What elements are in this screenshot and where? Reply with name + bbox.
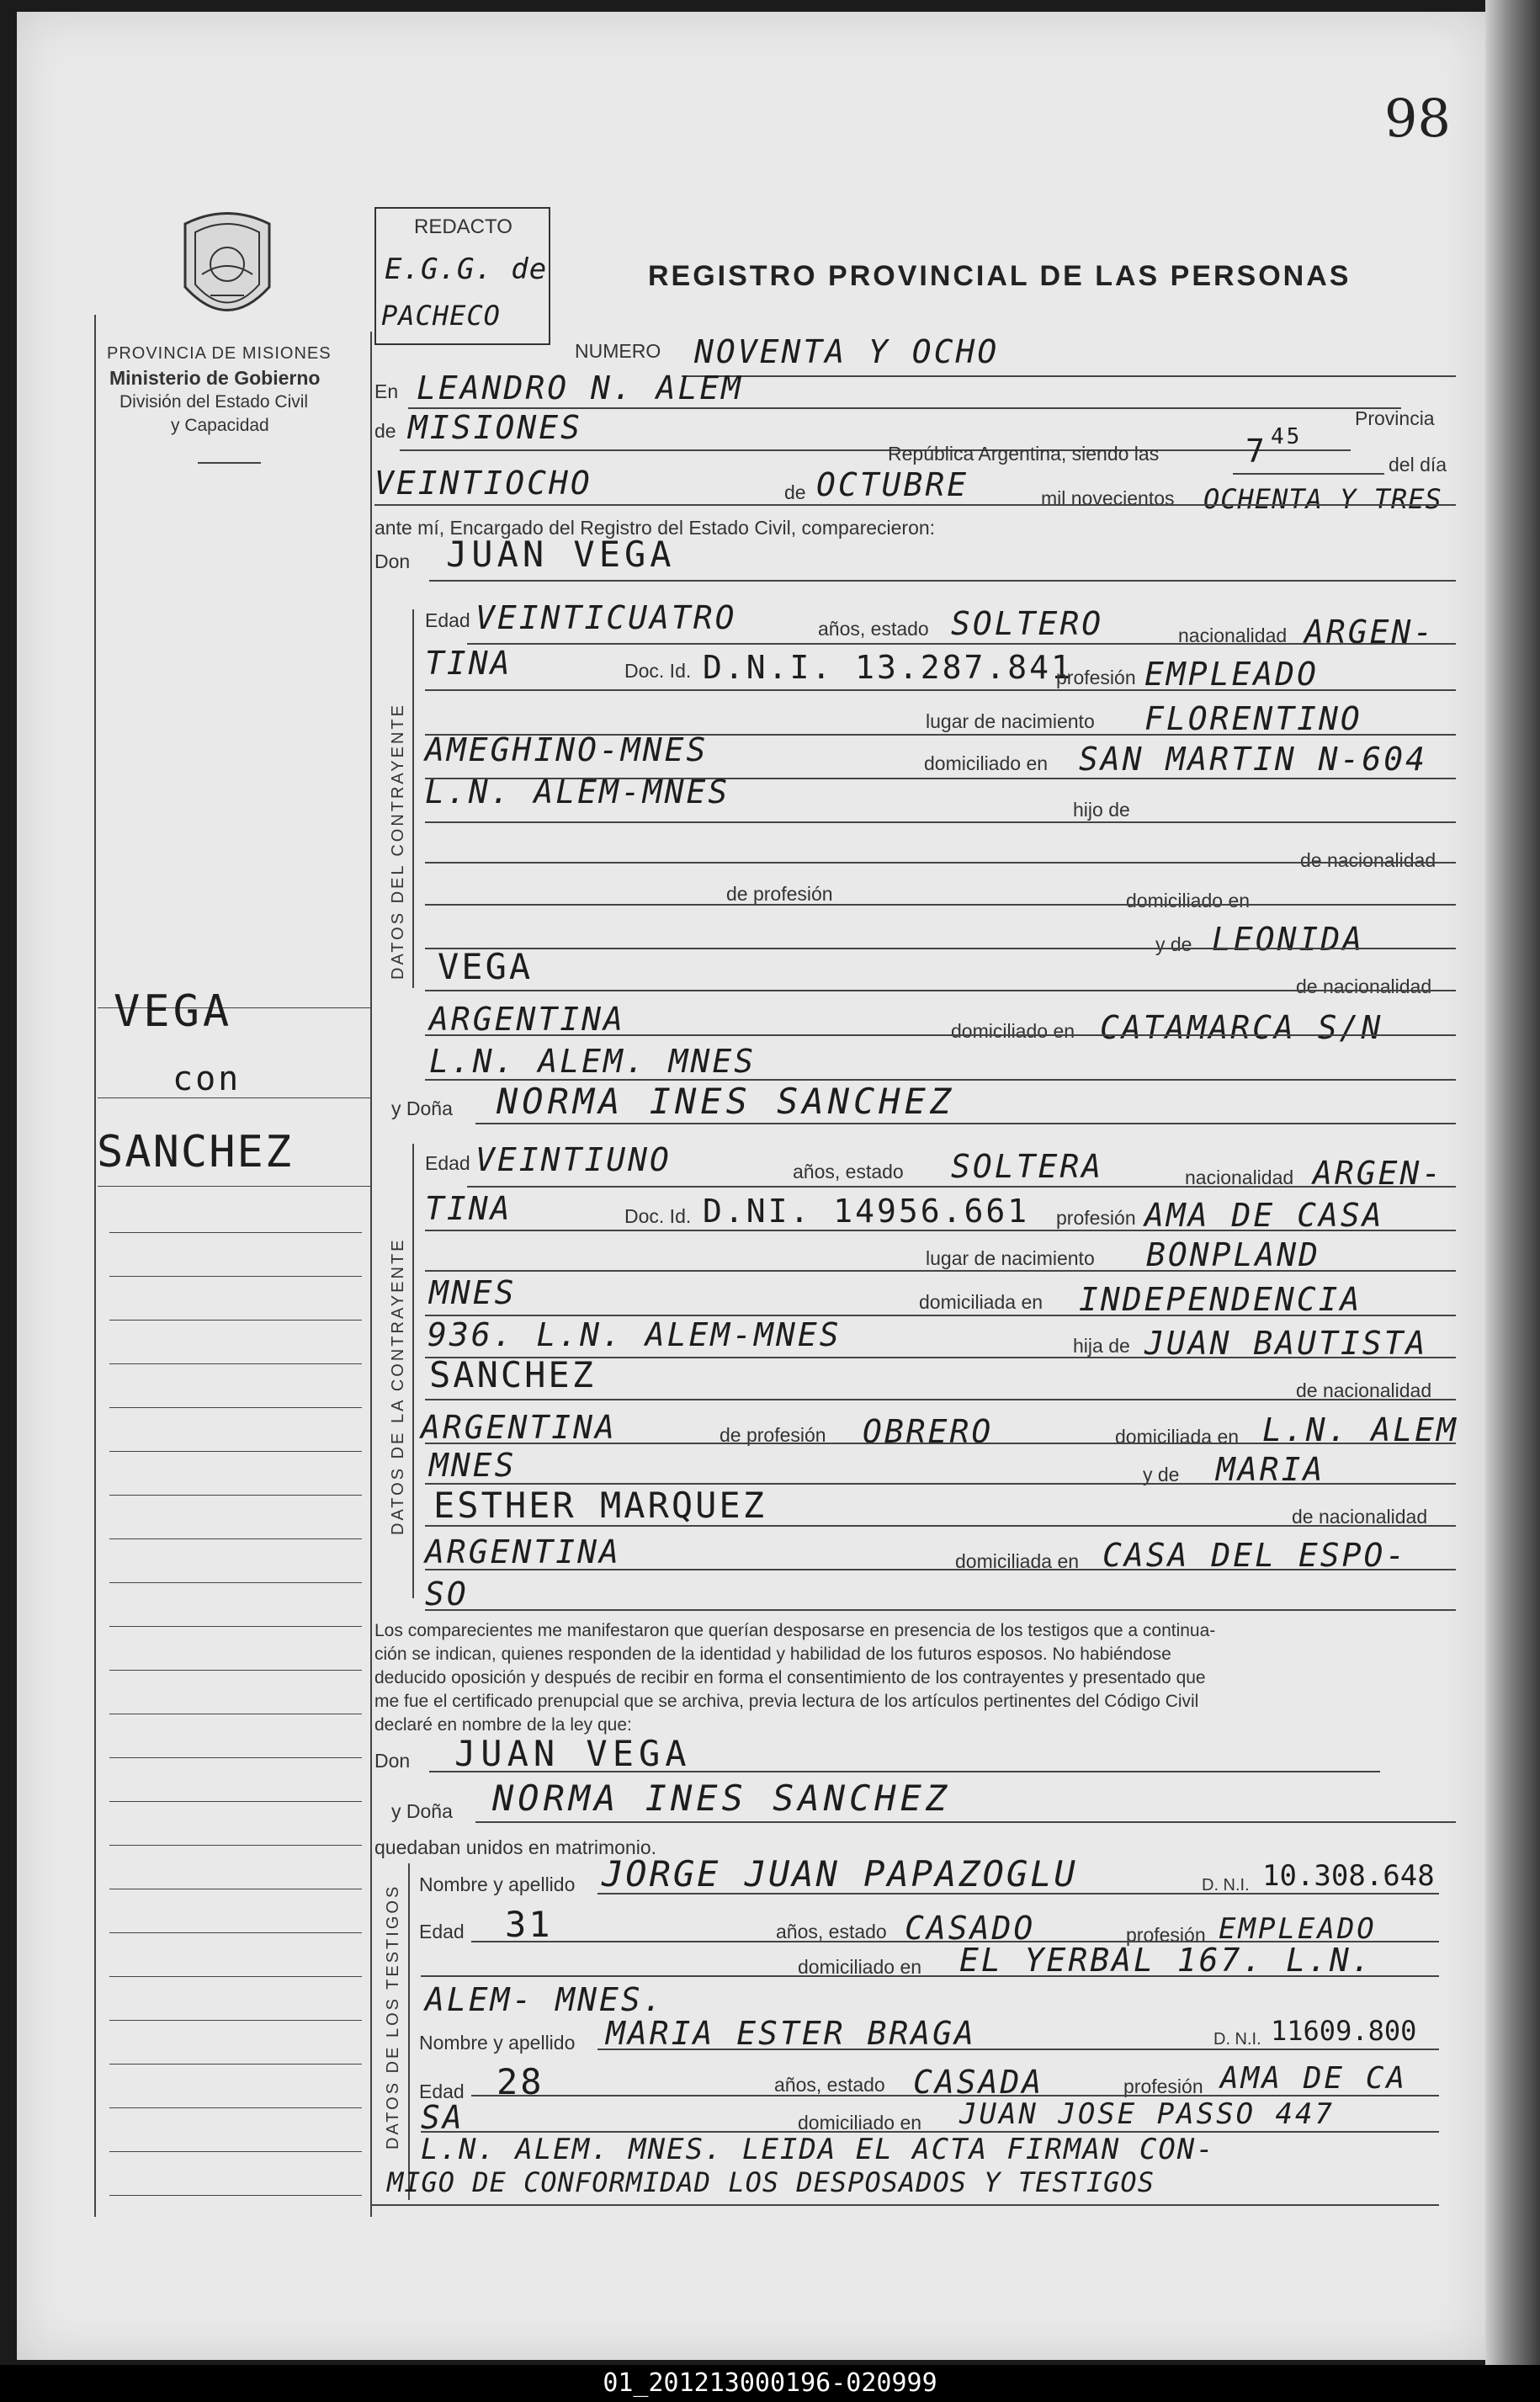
bride-mother-address-2: SO (425, 1576, 469, 1613)
bride-estado-label: años, estado (793, 1161, 904, 1182)
act-don: JUAN VEGA (446, 534, 676, 575)
groom-age: VEINTICUATRO (475, 599, 737, 636)
act-hour: 7 (1245, 433, 1267, 470)
w1-name-label: Nombre y apellido (419, 1873, 576, 1895)
w2-name-label: Nombre y apellido (419, 2032, 576, 2054)
groom-father-dom-label: domiciliado en (1126, 890, 1251, 911)
stamp-label: REDACTO (414, 215, 512, 238)
office-line-4: y Capacidad (171, 416, 269, 435)
mil-label: mil novecientos (1041, 487, 1175, 509)
witness-2-name: MARIA ESTER BRAGA (606, 2015, 976, 2052)
bride-father-profession: OBRERO (863, 1413, 994, 1450)
del-dia-label: del día (1389, 454, 1447, 476)
margin-rule (109, 1932, 362, 1933)
w1-edad-label: Edad (419, 1921, 465, 1942)
page-title: REGISTRO PROVINCIAL DE LAS PERSONAS (648, 260, 1351, 292)
groom-mother-nac-label: de nacionalidad (1296, 975, 1432, 997)
register-page (17, 12, 1485, 2360)
margin-rule (109, 2151, 362, 2152)
closing-text: MIGO DE CONFORMIDAD LOS DESPOSADOS Y TESTIGOS (387, 2166, 1155, 2198)
groom-nationality: ARGEN- (1304, 614, 1436, 651)
bride-father-prof-label: de profesión (720, 1424, 826, 1446)
groom-status: SOLTERO (951, 605, 1104, 642)
act-province: MISIONES (408, 409, 583, 446)
witness-2-dni: 11609.800 (1271, 2015, 1417, 2047)
margin-name-groom: VEGA (114, 986, 233, 1037)
groom-mother-nationality: ARGENTINA (429, 1001, 625, 1038)
w1-dom-label: domiciliado en (798, 1956, 922, 1978)
bride-name: NORMA INES SANCHEZ (497, 1081, 956, 1122)
paragraph-line-5: declaré en nombre de la ley que: (374, 1715, 632, 1735)
bride-mother-label: y de (1143, 1464, 1180, 1485)
bride-father-nationality: ARGENTINA (421, 1409, 617, 1446)
witness-2-address-2: L.N. ALEM. MNES. LEIDA EL ACTA FIRMAN CON- (421, 2133, 1215, 2166)
stamp-line2: PACHECO (381, 300, 501, 332)
bride-mother-nationality: ARGENTINA (425, 1533, 621, 1570)
paragraph-line-2: ción se indican, quienes responden de la identidad y habilidad de los futuros esposos. No habiéndose (374, 1645, 1171, 1664)
footer-code: 01_201213000196-020999 (0, 2365, 1540, 2402)
provincia-label: Provincia (1355, 407, 1435, 429)
province-seal-icon (177, 207, 278, 333)
bride-status: SOLTERA (951, 1148, 1104, 1185)
bride-father-dom-label: domiciliada en (1115, 1426, 1240, 1448)
bride-mother-nac-label: de nacionalidad (1292, 1506, 1428, 1528)
stamp-line1: E.G.G. de (385, 252, 548, 286)
margin-rule (109, 1845, 362, 1846)
groom-mother-2: VEGA (438, 946, 534, 987)
paragraph-line-1: Los comparecientes me manifestaron que querían desposarse en presencia de los testigos que a continua- (374, 1621, 1216, 1640)
margin-rule (109, 1276, 362, 1277)
margin-rule (109, 1801, 362, 1802)
margin-rule (109, 1407, 362, 1408)
margin-rule (109, 1670, 362, 1671)
bride-father-2: SANCHEZ (429, 1354, 597, 1395)
bride-address-2: 936. L.N. ALEM-MNES (427, 1316, 842, 1353)
groom-mother-dom-label: domiciliado en (951, 1020, 1075, 1042)
act-place: LEANDRO N. ALEM (417, 369, 744, 407)
groom-address: SAN MARTIN N-604 (1079, 741, 1428, 778)
witness-2-profession: AMA DE CA (1220, 2061, 1408, 2096)
act-day: VEINTIOCHO (374, 465, 592, 502)
office-line-1: PROVINCIA DE MISIONES (107, 344, 332, 363)
w2-dom-label: domiciliado en (798, 2112, 922, 2134)
witness-2-status: CASADA (913, 2064, 1044, 2101)
bride-lugar-label: lugar de nacimiento (926, 1247, 1095, 1269)
groom-lugar-label: lugar de nacimiento (926, 710, 1095, 732)
bride-father-address-2: MNES (429, 1447, 517, 1484)
bride-nac-label: nacionalidad (1185, 1166, 1294, 1188)
witness-1-name: JORGE JUAN PAPAZOGLU (602, 1853, 1078, 1894)
w2-prof-label: profesión (1123, 2075, 1203, 2097)
margin-rule (109, 1582, 362, 1583)
bride-doc: D.NI. 14956.661 (703, 1193, 1030, 1230)
margin-rule (109, 1976, 362, 1977)
bride-dom-label: domiciliada en (919, 1291, 1043, 1313)
dona-label: y Doña (391, 1097, 453, 1119)
margin-rule (109, 1451, 362, 1452)
declared-bride: NORMA INES SANCHEZ (492, 1778, 952, 1819)
groom-birthplace: FLORENTINO (1144, 700, 1362, 737)
witness-1-profession: EMPLEADO (1219, 1912, 1377, 1946)
groom-section-label: DATOS DEL CONTRAYENTE (389, 703, 407, 980)
groom-mother-address: CATAMARCA S/N (1100, 1009, 1383, 1046)
office-line-2: Ministerio de Gobierno (109, 367, 321, 389)
bride-birthplace-2: MNES (429, 1274, 517, 1311)
book-spine (1485, 0, 1540, 2365)
groom-mother-address-2: L.N. ALEM. MNES (429, 1043, 757, 1080)
w2-edad-label: Edad (419, 2080, 465, 2102)
act-month: OCTUBRE (816, 466, 969, 503)
de2-label: de (784, 481, 806, 503)
bride-birthplace: BONPLAND (1146, 1236, 1321, 1273)
republica-label: República Argentina, siendo las (888, 443, 1160, 465)
margin-rule (109, 1757, 362, 1758)
de-label: de (374, 420, 396, 442)
bride-edad-label: Edad (425, 1152, 470, 1174)
witness-1-address: EL YERBAL 167. L.N. (959, 1942, 1373, 1979)
quedaban-label: quedaban unidos en matrimonio. (374, 1836, 657, 1858)
witness-2-age: 28 (497, 2061, 544, 2102)
witnesses-section-label: DATOS DE LOS TESTIGOS (384, 1884, 402, 2150)
bride-age: VEINTIUNO (475, 1141, 672, 1178)
bride-address: INDEPENDENCIA (1079, 1281, 1362, 1318)
margin-rule (109, 1232, 362, 1233)
groom-dom-label: domiciliado en (924, 752, 1049, 774)
groom-profession: EMPLEADO (1144, 656, 1320, 693)
groom-hijo-label: hijo de (1073, 799, 1130, 821)
bride-prof-label: profesión (1056, 1207, 1136, 1229)
bride-mother-2: ESTHER MARQUEZ (433, 1485, 767, 1526)
margin-connector: con (173, 1060, 242, 1098)
declared-don-label: Don (374, 1750, 411, 1772)
margin-rule (109, 2107, 362, 2108)
groom-prof-label: profesión (1056, 667, 1136, 688)
margin-rule (109, 2064, 362, 2065)
groom-father-nac-label: de nacionalidad (1300, 849, 1436, 871)
witness-1-status: CASADO (905, 1910, 1036, 1947)
w2-dni-label: D. N.I. (1213, 2030, 1261, 2049)
w1-prof-label: profesión (1126, 1924, 1206, 1946)
bride-father: JUAN BAUTISTA (1144, 1325, 1428, 1362)
groom-father-prof-label: de profesión (726, 883, 833, 905)
margin-rule (109, 1495, 362, 1496)
w1-dni-label: D. N.I. (1202, 1876, 1250, 1894)
groom-doc: D.N.I. 13.287.841 (703, 649, 1073, 686)
bride-profession: AMA DE CASA (1144, 1197, 1384, 1234)
margin-name-bride: SANCHEZ (97, 1127, 294, 1177)
bride-nationality: ARGEN- (1313, 1155, 1444, 1192)
groom-nac-label: nacionalidad (1178, 624, 1288, 646)
margin-rule (109, 2020, 362, 2021)
groom-mother-label: y de (1155, 933, 1192, 955)
bride-mother-dom-label: domiciliada en (955, 1550, 1080, 1572)
act-year: OCHENTA Y TRES (1203, 483, 1442, 515)
declared-dona-label: y Doña (391, 1800, 453, 1822)
ante-label: ante mí, Encargado del Registro del Estado Civil, comparecieron: (374, 517, 936, 539)
bride-section-label: DATOS DE LA CONTRAYENTE (389, 1237, 407, 1535)
witness-1-dni: 10.308.648 (1262, 1859, 1435, 1893)
office-line-3: División del Estado Civil (119, 392, 309, 412)
en-label: En (374, 380, 399, 402)
witness-1-address-2: ALEM- MNES. (425, 1981, 665, 2018)
margin-rule (109, 1538, 362, 1539)
margin-rule (109, 2195, 362, 2196)
paragraph-line-3: deducido oposición y después de recibir en forma el consentimiento de los contrayentes y presentado que (374, 1668, 1206, 1687)
margin-rule (109, 1626, 362, 1627)
w2-estado-label: años, estado (774, 2074, 885, 2096)
act-minutes: 45 (1271, 424, 1303, 449)
bride-doc-label: Doc. Id. (624, 1205, 692, 1227)
witness-2-address: JUAN JOSE PASSO 447 (959, 2097, 1335, 2131)
bride-mother: MARIA (1216, 1451, 1325, 1488)
bride-mother-address: CASA DEL ESPO- (1102, 1537, 1408, 1574)
don-label: Don (374, 550, 411, 572)
act-number: NOVENTA Y OCHO (694, 333, 1000, 370)
groom-estado-label: años, estado (818, 618, 929, 640)
declared-groom: JUAN VEGA (454, 1733, 692, 1774)
page-number: 98 (1384, 88, 1451, 149)
paragraph-line-4: me fue el certificado prenupcial que se archiva, previa lectura de los artículos pertinentes del Código Civil (374, 1692, 1199, 1711)
groom-mother: LEONIDA (1212, 921, 1365, 958)
bride-hija-label: hija de (1073, 1335, 1130, 1357)
witness-1-age: 31 (505, 1904, 553, 1945)
redacto-stamp (374, 207, 550, 345)
witness-2-profession-2: SA (421, 2099, 465, 2136)
groom-address-2: L.N. ALEM-MNES (425, 773, 730, 810)
bride-father-address: L.N. ALEM (1262, 1411, 1458, 1448)
w1-estado-label: años, estado (776, 1921, 887, 1942)
groom-nationality-2: TINA (425, 645, 512, 682)
groom-birthplace-2: AMEGHINO-MNES (425, 731, 709, 768)
bride-nationality-2: TINA (425, 1190, 512, 1227)
margin-rule (109, 1363, 362, 1364)
groom-doc-label: Doc. Id. (624, 660, 692, 682)
numero-label: NUMERO (575, 340, 661, 362)
bride-father-nac-label: de nacionalidad (1296, 1379, 1432, 1401)
margin-rule (109, 1320, 362, 1321)
groom-edad-label: Edad (425, 609, 470, 631)
